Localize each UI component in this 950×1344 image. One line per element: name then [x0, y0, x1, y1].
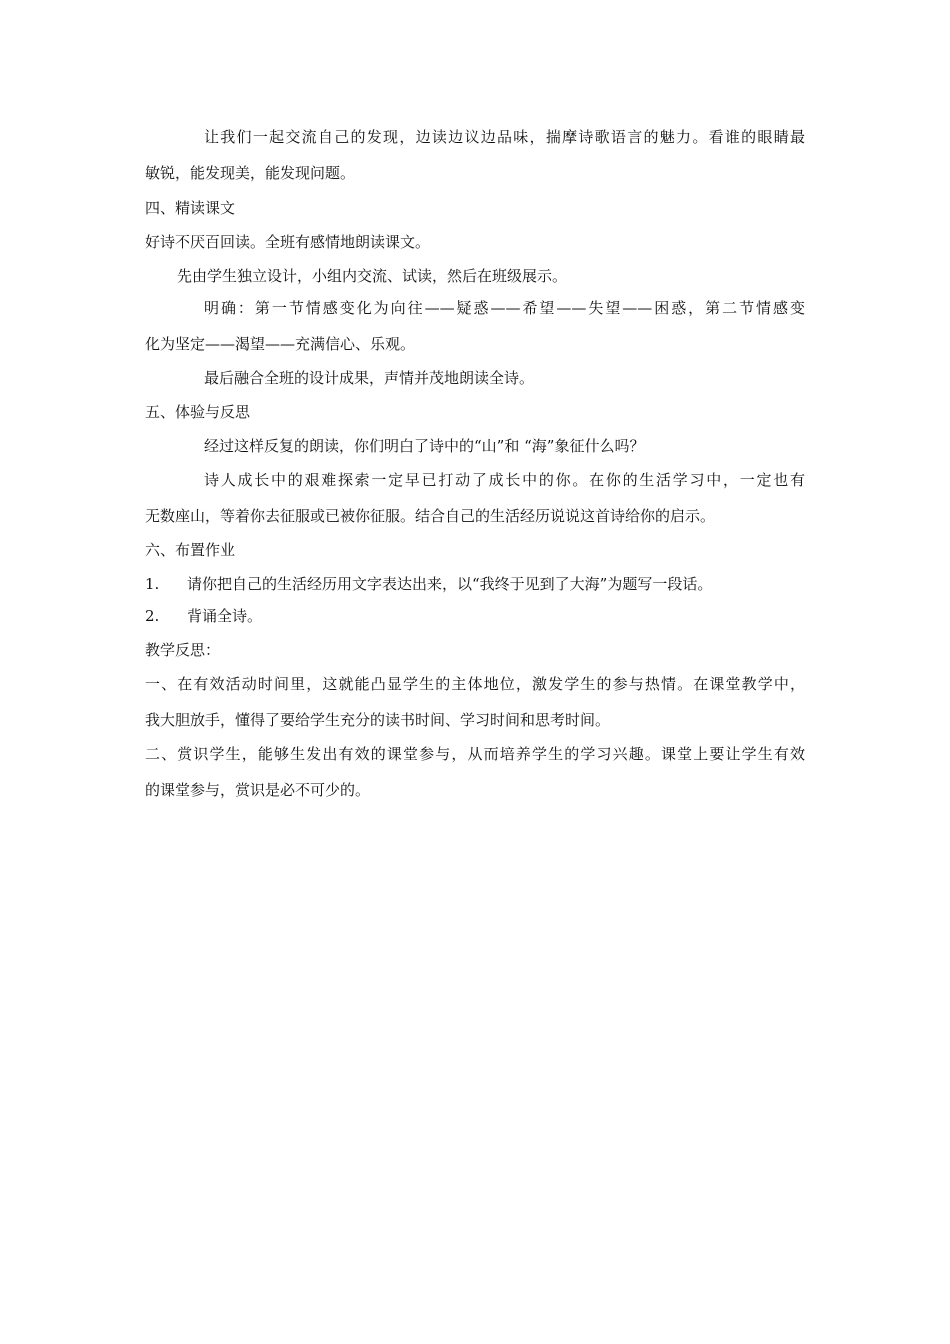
paragraph-line: 二、赏识学生，能够生发出有效的课堂参与，从而培养学生的学习兴趣。课堂上要让学生有效 [145, 745, 805, 763]
paragraph-line: 经过这样反复的朗读，你们明白了诗中的“山”和 “海”象征什么吗？ [204, 437, 645, 455]
paragraph-line: 诗人成长中的艰难探索一定早已打动了成长中的你。在你的生活学习中，一定也有 [204, 471, 805, 489]
paragraph-line: 先由学生独立设计，小组内交流、试读，然后在班级展示。 [177, 267, 568, 285]
paragraph-line: 敏锐，能发现美，能发现问题。 [145, 164, 356, 182]
paragraph-line: 好诗不厌百回读。全班有感情地朗读课文。 [145, 233, 431, 251]
paragraph-line: 明确：第一节情感变化为向往——疑惑——希望——失望——困惑，第二节情感变 [204, 299, 805, 317]
list-number: 1. [145, 575, 160, 593]
paragraph-line: 的课堂参与，赏识是必不可少的。 [145, 781, 371, 799]
section-heading: 六、布置作业 [145, 541, 236, 559]
list-item [145, 606, 262, 626]
paragraph-line: 最后融合全班的设计成果，声情并茂地朗读全诗。 [204, 369, 535, 387]
list-number: 2. [145, 607, 160, 625]
section-heading: 教学反思： [145, 641, 221, 659]
list-item-text: 请你把自己的生活经历用文字表达出来，以“我终于见到了大海”为题写一段话。 [187, 575, 713, 593]
paragraph-line: 无数座山，等着你去征服或已被你征服。结合自己的生活经历说说这首诗给你的启示。 [145, 507, 716, 525]
section-heading: 四、精读课文 [145, 199, 236, 217]
paragraph-line: 一、在有效活动时间里，这就能凸显学生的主体地位，激发学生的参与热情。在课堂教学中， [145, 675, 805, 693]
list-item [145, 574, 712, 594]
list-item-text: 背诵全诗。 [187, 607, 263, 625]
paragraph-line: 让我们一起交流自己的发现，边读边议边品味，揣摩诗歌语言的魅力。看谁的眼睛最 [204, 128, 805, 146]
paragraph-line: 化为坚定——渴望——充满信心、乐观。 [145, 335, 416, 353]
paragraph-line: 我大胆放手，懂得了要给学生充分的读书时间、学习时间和思考时间。 [145, 711, 611, 729]
section-heading: 五、体验与反思 [145, 403, 251, 421]
